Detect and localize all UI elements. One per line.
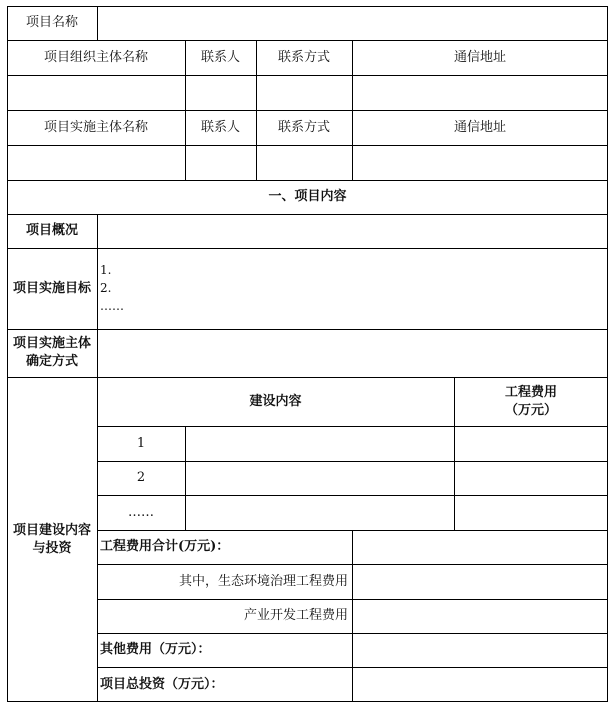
- total-invest-field[interactable]: [352, 667, 608, 702]
- org-entity-field[interactable]: [7, 75, 185, 110]
- row-number: 2: [136, 470, 146, 485]
- org-entity-header: 项目组织主体名称: [43, 49, 148, 65]
- invest-label: [7, 377, 97, 702]
- goal-item: 1.: [100, 263, 112, 277]
- project-name-label: 项目名称: [25, 15, 78, 30]
- row-cost-field[interactable]: [454, 426, 608, 461]
- org-address-header: 通信地址: [453, 49, 506, 65]
- impl-phone-field[interactable]: [256, 145, 352, 180]
- industry-cost-label: 产业开发工程费用: [243, 608, 348, 623]
- overview-label: 项目概况: [25, 223, 78, 238]
- method-label: [7, 329, 97, 377]
- goal-item: 2.: [100, 281, 112, 295]
- impl-entity-field[interactable]: [7, 145, 185, 180]
- other-cost-label: 其他费用（万元）：: [100, 642, 211, 657]
- cost-total-field[interactable]: [352, 530, 608, 564]
- impl-address-header: 通信地址: [453, 119, 506, 135]
- impl-entity-header: 项目实施主体名称: [43, 119, 148, 135]
- org-phone-header: 联系方式: [277, 49, 330, 65]
- method-label-line: 确定方式: [25, 354, 78, 369]
- goal-item: ……: [100, 299, 124, 313]
- invest-label-line: 与投资: [32, 540, 72, 556]
- org-address-field[interactable]: [352, 75, 608, 110]
- cost-total-label: 工程费用合计(万元)：: [100, 539, 230, 554]
- impl-contact-field[interactable]: [185, 145, 256, 180]
- org-contact-field[interactable]: [185, 75, 256, 110]
- cost-header-line: （万元）: [504, 402, 557, 418]
- overview-field[interactable]: [98, 214, 608, 248]
- row-content-field[interactable]: [185, 426, 454, 461]
- total-invest-label: 项目总投资（万元）：: [100, 676, 224, 692]
- method-field[interactable]: [98, 329, 608, 377]
- eco-cost-label: 其中，生态环境治理工程费用: [178, 573, 348, 589]
- cost-header-line: 工程费用: [504, 384, 557, 400]
- impl-phone-header: 联系方式: [277, 119, 330, 135]
- method-label-line: 项目实施主体: [12, 336, 91, 351]
- cost-header: [454, 377, 608, 426]
- goal-field[interactable]: [98, 258, 608, 318]
- row-cost-field[interactable]: [454, 461, 608, 495]
- org-phone-field[interactable]: [256, 75, 352, 110]
- content-header: 建设内容: [249, 393, 302, 409]
- other-cost-field[interactable]: [352, 633, 608, 667]
- goal-label: 项目实施目标: [12, 280, 91, 296]
- impl-address-field[interactable]: [352, 145, 608, 180]
- row-cost-field[interactable]: [454, 495, 608, 530]
- row-content-field[interactable]: [185, 495, 454, 530]
- row-number: 1: [136, 435, 146, 451]
- eco-cost-field[interactable]: [352, 564, 608, 599]
- industry-cost-field[interactable]: [352, 599, 608, 633]
- project-form-table: [7, 6, 608, 702]
- impl-contact-header: 联系人: [200, 119, 240, 135]
- project-name-field[interactable]: [98, 6, 608, 40]
- org-contact-header: 联系人: [200, 49, 240, 65]
- row-content-field[interactable]: [185, 461, 454, 495]
- invest-label-line: 项目建设内容: [12, 522, 91, 538]
- row-number: ……: [128, 504, 154, 520]
- section-title: 一、项目内容: [268, 189, 347, 204]
